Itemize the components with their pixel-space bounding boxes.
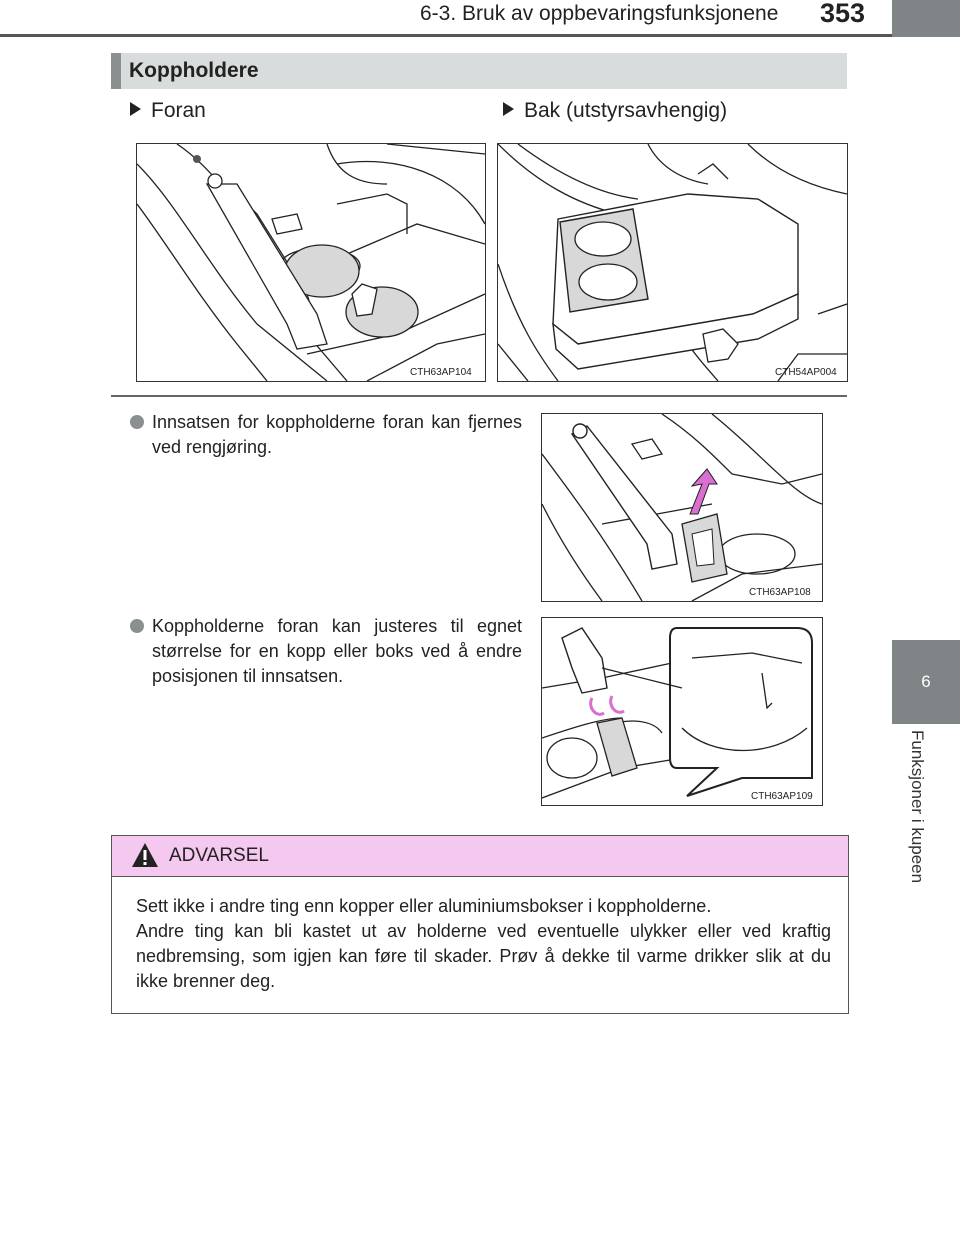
warning-title: ADVARSEL: [169, 845, 269, 866]
subhead-front-text: Foran: [151, 99, 206, 122]
section-heading-text: Koppholdere: [129, 59, 259, 82]
subhead-front: [130, 99, 206, 123]
bullet-text: Innsatsen for koppholderne foran kan fjernes ved rengjøring.: [152, 412, 522, 457]
subhead-rear-text: Bak (utstyrsavhengig): [524, 99, 728, 122]
figure-remove-insert: [541, 413, 823, 602]
bullet-adjust-size: [130, 614, 522, 694]
front-cupholder-illustration: [137, 144, 485, 381]
figure-code-adjust: CTH63AP109: [751, 791, 813, 802]
triangle-arrow-icon: [130, 102, 141, 116]
section-heading-bar: [111, 53, 121, 89]
warning-body: [136, 894, 831, 994]
bullet-dot: [130, 619, 144, 633]
chapter-number-tab: 6: [892, 640, 960, 724]
figure-adjust-insert: [541, 617, 823, 806]
chapter-label: Funksjoner i kupeen: [908, 730, 927, 884]
warning-line-2: Andre ting kan bli kastet ut av holderne ved eventuelle ulykker eller ved kraftig nedbremsing, som igjen kan føre til skader. Prøv å dekke til varme drikker slik at du ikke brenner deg.: [136, 921, 831, 991]
section-divider: [111, 395, 847, 397]
warning-line-1: Sett ikke i andre ting enn kopper eller aluminiumsbokser i koppholderne.: [136, 896, 712, 916]
bullet-dot: [130, 415, 144, 429]
header-rule: [0, 34, 892, 37]
page-number: 353: [820, 0, 866, 28]
warning-header: [112, 836, 848, 877]
figure-code-front: CTH63AP104: [410, 367, 472, 378]
subhead-rear: [503, 99, 727, 123]
warning-triangle-icon: [131, 842, 159, 868]
rear-cupholder-illustration: [498, 144, 847, 381]
figure-rear-cupholder: [497, 143, 848, 382]
adjust-insert-illustration: [542, 618, 822, 805]
warning-box: [111, 835, 849, 1014]
section-heading: [111, 53, 847, 89]
bullet-text: Koppholderne foran kan justeres til egnet størrelse for en kopp eller boks ved å endre posisjonen til innsatsen.: [152, 616, 522, 686]
figure-code-remove: CTH63AP108: [749, 587, 811, 598]
triangle-arrow-icon: [503, 102, 514, 116]
figure-front-cupholder: [136, 143, 486, 382]
side-tab-top: [892, 0, 960, 37]
bullet-remove-insert: [130, 410, 522, 470]
remove-insert-illustration: [542, 414, 822, 601]
running-header-title: 6-3. Bruk av oppbevaringsfunksjonene: [420, 2, 779, 25]
figure-code-rear: CTH54AP004: [775, 367, 837, 378]
